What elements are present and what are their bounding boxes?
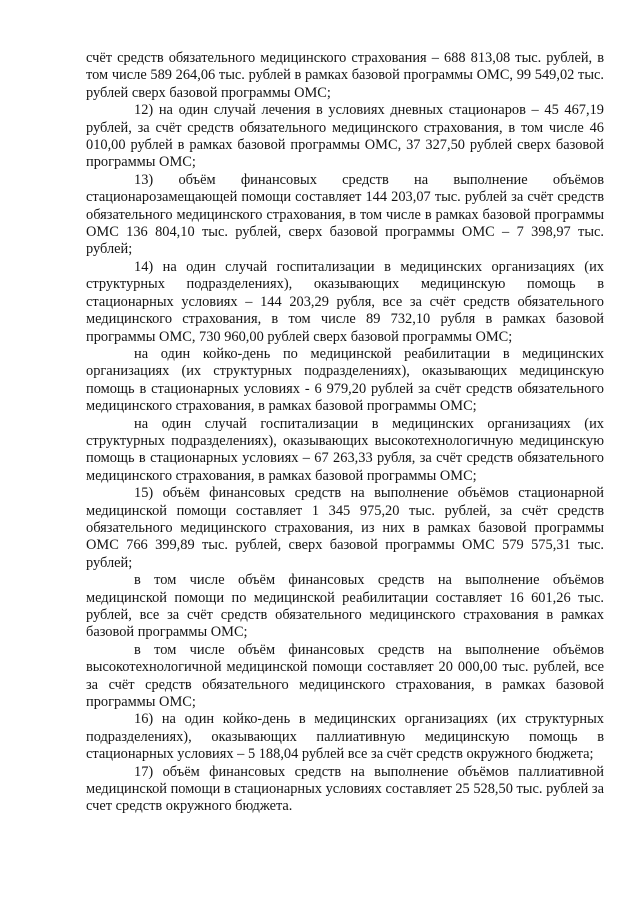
paragraph-high-tech-volume: в том числе объём финансовых средств на выполнение объёмов высокотехнологичной медицинской помощи составляет 20 000,00 тыс. рублей, все за счёт средств обязательного медицинского страхования, в рамках базовой программы ОМС; (86, 641, 604, 711)
paragraph-rehab-bed-day: на один койко-день по медицинской реабилитации в медицинских организациях (их структурных подразделениях), оказывающих медицинскую помощь в стационарных условиях - 6 979,20 рублей за счёт средств обязательного медицинского страхования, в рамках базовой программы ОМС; (86, 345, 604, 415)
paragraph-item-16: 16) на один койко-день в медицинских организациях (их структурных подразделениях), оказывающих паллиативную медицинскую помощь в стационарных условиях – 5 188,04 рублей все за счёт средств окружного бюджета; (86, 711, 604, 763)
paragraph-item-12: 12) на один случай лечения в условиях дневных стационаров – 45 467,19 рублей, за счёт средств обязательного медицинского страхования, в том числе 46 010,00 рублей в рамках базовой программы ОМС, 37 327,50 рублей сверх базовой программы ОМС; (86, 102, 604, 171)
document-body (86, 50, 604, 816)
paragraph-item-15: 15) объём финансовых средств на выполнение объёмов стационарной медицинской помощи составляет 1 345 975,20 тыс. рублей, за счёт средств обязательного медицинского страхования, из них в рамках базовой программы ОМС 766 399,89 тыс. рублей, сверх базовой программы ОМС 579 575,31 тыс. рублей; (86, 485, 604, 571)
paragraph-item-17: 17) объём финансовых средств на выполнение объёмов паллиативной медицинской помощи в стационарных условиях составляет 25 528,50 тыс. рублей за счет средств окружного бюджета. (86, 763, 604, 815)
paragraph-continuation: счёт средств обязательного медицинского страхования – 688 813,08 тыс. рублей, в том числе 589 264,06 тыс. рублей в рамках базовой программы ОМС, 99 549,02 тыс. рублей сверх базовой программы ОМС; (86, 50, 604, 101)
paragraph-high-tech-case: на один случай госпитализации в медицинских организациях (их структурных подразделениях), оказывающих высокотехнологичную медицинскую помощь в стационарных условиях – 67 263,33 рубля, за счёт средств обязательного медицинского страхования, в рамках базовой программы ОМС; (86, 415, 604, 484)
paragraph-rehab-volume: в том числе объём финансовых средств на выполнение объёмов медицинской помощи по медицинской реабилитации составляет 16 601,26 тыс. рублей, все за счёт средств обязательного медицинского страхования в рамках базовой программы ОМС; (86, 572, 604, 641)
paragraph-item-13: 13) объём финансовых средств на выполнение объёмов стационарозамещающей помощи составляет 144 203,07 тыс. рублей за счёт средств обязательного медицинского страхования, в том числе в рамках базовой программы ОМС 136 804,10 тыс. рублей, сверх базовой программы ОМС – 7 398,97 тыс. рублей; (86, 171, 604, 258)
paragraph-item-14: 14) на один случай госпитализации в медицинских организациях (их структурных подразделениях), оказывающих медицинскую помощь в стационарных условиях – 144 203,29 рубля, все за счёт средств обязательного медицинского страхования, в том числе 89 732,10 рубля в рамках базовой программы ОМС, 730 960,00 рублей сверх базовой программы ОМС; (86, 258, 604, 345)
